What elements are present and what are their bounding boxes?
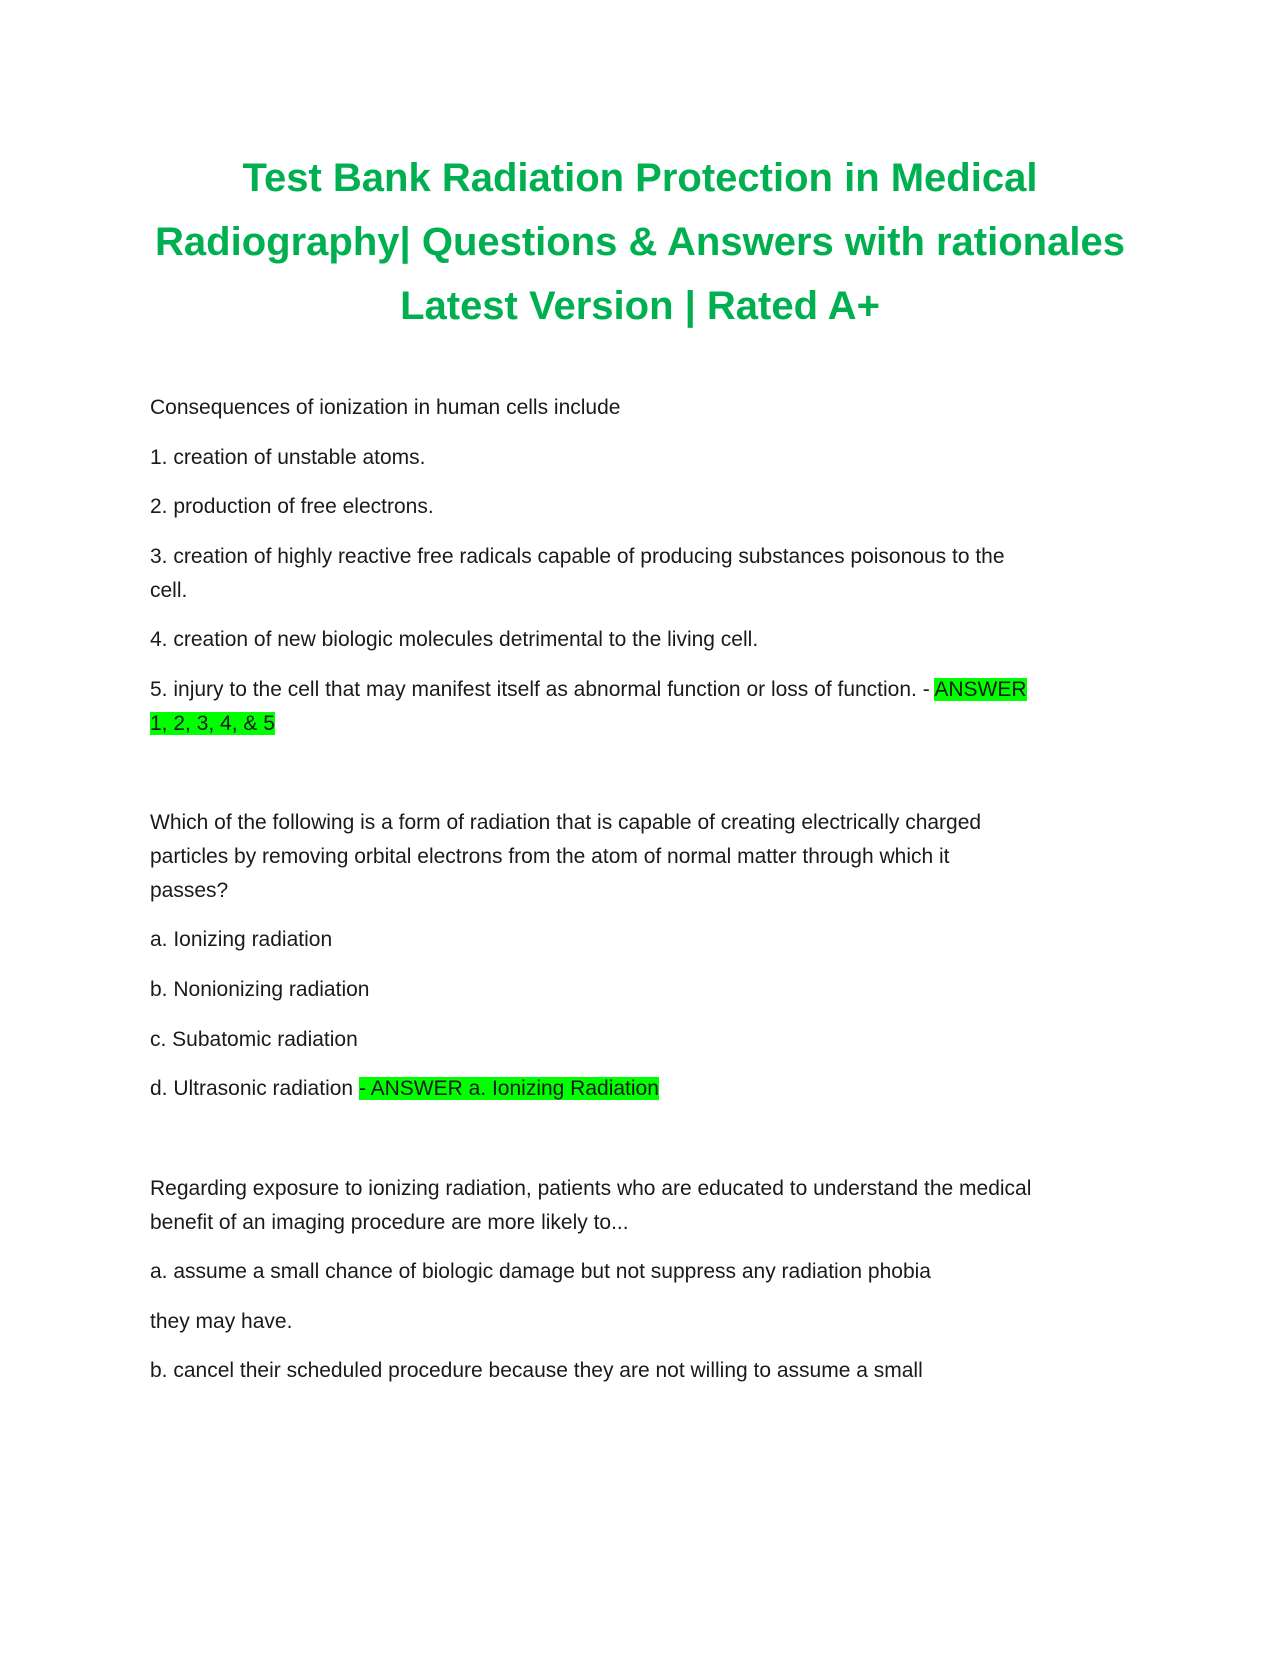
title-line-1: Test Bank Radiation Protection in Medical (242, 156, 1038, 200)
q1-option-2: 2. production of free electrons. (150, 495, 434, 518)
q2-stem-2: particles by removing orbital electrons from the atom of normal matter through which it (150, 845, 950, 868)
q3-stem-1: Regarding exposure to ionizing radiation, patients who are educated to understand the medical (150, 1177, 1032, 1200)
q1-option-3: 3. creation of highly reactive free radicals capable of producing substances poisonous to the (150, 545, 1005, 568)
q2-stem-3: passes? (150, 879, 229, 902)
q2-option-d (150, 1071, 1130, 1106)
q1-option-5-text: 5. injury to the cell that may manifest itself as abnormal function or loss of function. - (150, 678, 935, 701)
q1-option-3-cont: cell. (150, 579, 188, 602)
document-title (130, 146, 1150, 338)
q1-answer-label: ANSWER (934, 678, 1027, 701)
q1-answer-line (150, 706, 1130, 741)
q1-answer-value: 1, 2, 3, 4, & 5 (150, 712, 275, 735)
q2-option-d-text: d. Ultrasonic radiation (150, 1077, 359, 1100)
q1-option-1: 1. creation of unstable atoms. (150, 446, 426, 469)
title-line-2: Radiography| Questions & Answers with rationales (155, 220, 1125, 264)
q3-stem-2: benefit of an imaging procedure are more likely to... (150, 1211, 629, 1234)
q1-stem: Consequences of ionization in human cells include (150, 396, 621, 419)
q3-option-a-cont: they may have. (150, 1310, 293, 1333)
q3-option-a: a. assume a small chance of biologic damage but not suppress any radiation phobia (150, 1260, 931, 1283)
q2-stem-1: Which of the following is a form of radiation that is capable of creating electrically charged (150, 811, 982, 834)
q1-option-4: 4. creation of new biologic molecules detrimental to the living cell. (150, 628, 759, 651)
q3-option-b: b. cancel their scheduled procedure because they are not willing to assume a small (150, 1359, 923, 1382)
q2-option-c: c. Subatomic radiation (150, 1028, 358, 1051)
title-line-3: Latest Version | Rated A+ (400, 284, 880, 328)
q2-answer: - ANSWER a. Ionizing Radiation (358, 1077, 659, 1100)
q1-option-5 (150, 672, 1130, 707)
q2-option-a: a. Ionizing radiation (150, 928, 333, 951)
q2-option-b: b. Nonionizing radiation (150, 978, 370, 1001)
